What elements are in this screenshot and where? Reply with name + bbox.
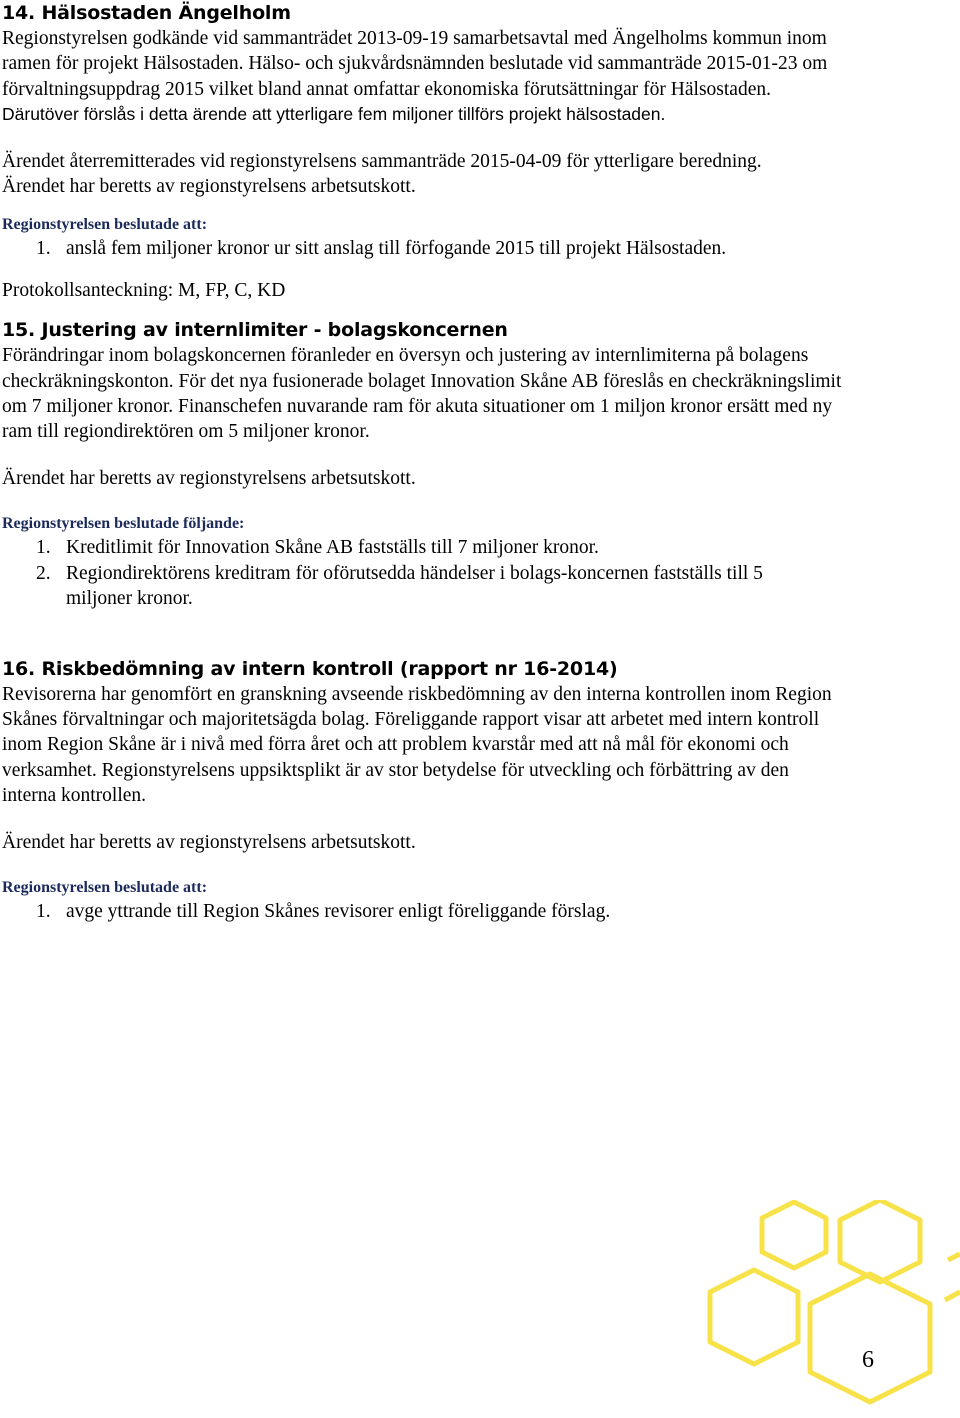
list-item — [2, 561, 806, 612]
list-number: 1. — [36, 238, 51, 260]
paragraph — [2, 26, 832, 128]
section-14 — [0, 0, 960, 303]
paragraph: Revisorerna har genomfört en granskning avseende riskbedömning av den interna kontrollen inom Region Skånes förvaltningar och majoritetsägda bolag. Föreliggande rapport visar att arbetet med intern kontroll inom Region Skåne är i nivå med förra året och att problem kvarstår med att nå mål för ekonomi och verksamhet. Regionstyrelsens uppsiktsplikt är av stor betydelse för utveckling och förbättring av den interna kontrollen. — [2, 683, 832, 807]
hexagon-shape — [762, 1202, 826, 1268]
list-text: Regiondirektörens kreditram för oförutsedda händelser i bolags-koncernen fastställs till 5 miljoner kronor. — [66, 562, 763, 610]
hexagon-shape — [710, 1270, 798, 1364]
decision-list — [2, 899, 940, 924]
paragraph: Ärendet har beretts av regionstyrelsens arbetsutskott. — [2, 831, 416, 853]
section-title: 15. Justering av internlimiter - bolagskoncernen — [2, 319, 508, 342]
list-item — [2, 236, 940, 261]
list-text: anslå fem miljoner kronor ur sitt anslag till förfogande 2015 till projekt Hälsostaden. — [66, 238, 727, 260]
list-item — [2, 899, 940, 924]
section-15 — [0, 317, 960, 611]
decision-label: Regionstyrelsen beslutade att: — [2, 878, 208, 896]
section-title: 14. Hälsostaden Ängelholm — [2, 2, 291, 24]
list-text: avge yttrande till Region Skånes revisorer enligt föreliggande förslag. — [66, 900, 611, 922]
paragraph-text-sans: Därutöver förslås i detta ärende att ytterligare fem miljoner tillförs projekt hälsostaden. — [2, 104, 666, 125]
section-16 — [0, 656, 960, 925]
decision-label: Regionstyrelsen beslutade att: — [2, 216, 208, 234]
hexagon-shape — [840, 1200, 920, 1282]
paragraph: Ärendet återremitterades vid regionstyrelsens sammanträde 2015-04-09 för ytterligare beredning. Ärendet har beretts av regionstyrelsens arbetsutskott. — [2, 150, 762, 198]
decision-list — [2, 535, 940, 611]
paragraph-text: Regionstyrelsen godkände vid sammanträdet 2013-09-19 samarbetsavtal med Ängelholms kommun inom ramen för projekt Hälsostaden. Hälso- och sjukvårdsnämnden beslutade vid sammanträde 2015-01-23 om förvaltningsuppdrag 2015 vilket bland annat omfattar ekonomiska förutsättningar för Hälsostaden. — [2, 28, 828, 100]
decision-label: Regionstyrelsen beslutade följande: — [2, 515, 245, 533]
list-text: Kreditlimit för Innovation Skåne AB fastställs till 7 miljoner kronor. — [66, 537, 599, 559]
hexagon-pattern-icon — [690, 1200, 960, 1418]
list-number: 1. — [36, 900, 51, 922]
list-number: 2. — [36, 562, 51, 584]
list-number: 1. — [36, 537, 51, 559]
list-item — [2, 535, 940, 560]
protocol-note: Protokollsanteckning: M, FP, C, KD — [2, 279, 286, 301]
page-number: 6 — [862, 1347, 874, 1373]
section-title: 16. Riskbedömning av intern kontroll (rapport nr 16-2014) — [2, 657, 618, 680]
hexagon-shape — [810, 1274, 930, 1402]
paragraph: Förändringar inom bolagskoncernen föranleder en översyn och justering av internlimiterna på bolagens checkräkningskonton. För det nya fusionerade bolaget Innovation Skåne AB föreslås en checkräkningslimit om 7 miljoner kronor. Finanschefen nuvarande ram för akuta situationer om 1 miljon kronor ersätt med ny ram till regiondirektören om 5 miljoner kronor. — [2, 345, 842, 443]
paragraph: Ärendet har beretts av regionstyrelsens arbetsutskott. — [2, 467, 416, 489]
decision-list — [2, 236, 940, 261]
